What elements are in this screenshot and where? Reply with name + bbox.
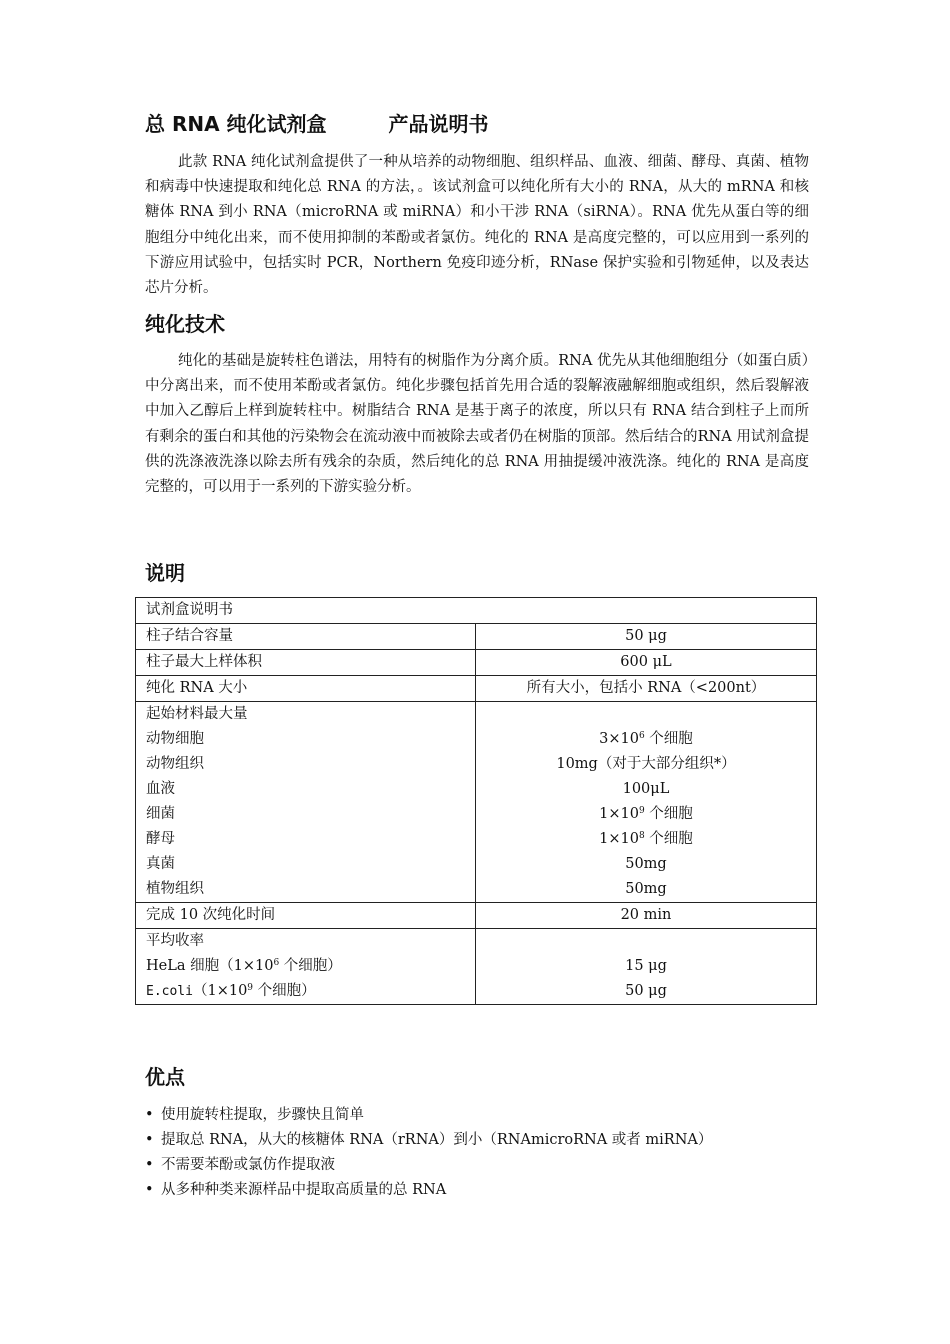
table-row	[136, 676, 817, 702]
label-animal-cells: 动物细胞	[146, 731, 204, 747]
spec-value-time: 20 min	[475, 903, 816, 929]
spec-label-rna-size: 纯化 RNA 大小	[136, 676, 476, 702]
spec-value-rna-size: 所有大小，包括小 RNA（<200nt）	[475, 676, 816, 702]
label-yeast: 酵母	[146, 831, 175, 847]
list-item: • 提取总 RNA，从大的核糖体 RNA（rRNA）到小（RNAmicroRNA 或者 miRNA）	[145, 1128, 712, 1153]
table-row	[136, 929, 817, 1005]
bullet-icon: •	[145, 1107, 154, 1123]
spec-label-max-volume: 柱子最大上样体积	[136, 650, 476, 676]
start-material-heading: 起始材料最大量	[146, 706, 248, 722]
value-blood: 100μL	[622, 781, 670, 797]
list-item: • 使用旋转柱提取，步骤快且简单	[145, 1103, 712, 1128]
label-plant: 植物组织	[146, 881, 204, 897]
list-item: • 从多种种类来源样品中提取高质量的总 RNA	[145, 1178, 712, 1203]
heading-specifications: 说明	[145, 561, 185, 585]
value-hela: 15 μg	[625, 958, 667, 974]
bullet-icon: •	[145, 1132, 154, 1148]
tech-paragraph: 纯化的基础是旋转柱色谱法，用特有的树脂作为分离介质。RNA 优先从其他细胞组分（如蛋白质）中分离出来，而不使用苯酚或者氯仿。纯化步骤包括首先用合适的裂解液融解细胞或组织，然后裂解液中加入乙醇后上样到旋转柱中。树脂结合 RNA 是基于离子的浓度，所以只有 RNA 结合到柱子上而所有剩余的蛋白和其他的污染物会在流动液中而被除去或者仍在树脂的顶部。然后结合的RNA 用试剂盒提供的洗涤液洗涤以除去所有残余的杂质，然后纯化的总 RNA 用抽提缓冲液洗涤。纯化的 RNA 是高度完整的，可以用于一系列的下游实验分析。	[145, 353, 809, 496]
table-row	[136, 702, 817, 903]
value-animal-cells: $3\times 10^6$ 个细胞	[599, 731, 693, 747]
value-yeast: $1\times 10^8$ 个细胞	[599, 831, 693, 847]
list-item: • 不需要苯酚或氯仿作提取液	[145, 1153, 712, 1178]
spec-label-time: 完成 10 次纯化时间	[136, 903, 476, 929]
value-animal-tissue: 10mg（对于大部分组织*）	[556, 756, 736, 772]
label-animal-tissue: 动物组织	[146, 756, 204, 772]
label-bacteria: 细菌	[146, 806, 175, 822]
table-row	[136, 903, 817, 929]
spec-value-capacity: 50 μg	[475, 624, 816, 650]
document-title	[145, 108, 489, 137]
title-product-name: 总 RNA 纯化试剂盒	[145, 112, 327, 136]
spec-value-max-volume: 600 μL	[475, 650, 816, 676]
heading-purification-tech: 纯化技术	[145, 312, 225, 336]
yield-heading: 平均收率	[146, 933, 204, 949]
table-row	[136, 598, 817, 624]
advantages-list	[145, 1103, 712, 1203]
label-blood: 血液	[146, 781, 175, 797]
value-ecoli: 50 μg	[625, 983, 667, 999]
label-ecoli: $E.coli(1\times 10^9$ 个细胞）	[146, 983, 316, 999]
value-bacteria: $1\times 10^9$ 个细胞	[599, 806, 693, 822]
title-manual-label: 产品说明书	[388, 112, 489, 136]
table-row	[136, 650, 817, 676]
heading-advantages: 优点	[145, 1065, 185, 1089]
label-fungi: 真菌	[146, 856, 175, 872]
spec-table	[135, 597, 817, 1005]
bullet-icon: •	[145, 1157, 154, 1173]
bullet-icon: •	[145, 1182, 154, 1198]
table-title-cell: 试剂盒说明书	[136, 598, 817, 624]
value-fungi: 50mg	[625, 856, 667, 872]
intro-paragraph: 此款 RNA 纯化试剂盒提供了一种从培养的动物细胞、组织样品、血液、细菌、酵母、真菌、植物和病毒中快速提取和纯化总 RNA 的方法，。该试剂盒可以纯化所有大小的 RNA，从大的 mRNA 和核糖体 RNA 到小 RNA（microRNA 或 miRNA）和小干涉 RNA（siRNA）。RNA 优先从蛋白等的细胞组分中纯化出来，而不使用抑制的苯酚或者氯仿。纯化的 RNA 是高度完整的，可以应用到一系列的下游应用试验中，包括实时 PCR，Northern 免疫印迹分析，RNase 保护实验和引物延伸，以及表达芯片分析。	[145, 154, 809, 297]
spec-value-yield	[475, 929, 816, 1005]
value-plant: 50mg	[625, 881, 667, 897]
label-hela: HeLa 细胞（$1\times 10^6$ 个细胞）	[146, 958, 342, 974]
spec-label-start-material	[136, 702, 476, 903]
spec-value-start-material	[475, 702, 816, 903]
table-row	[136, 624, 817, 650]
spec-label-capacity: 柱子结合容量	[136, 624, 476, 650]
spec-label-yield	[136, 929, 476, 1005]
